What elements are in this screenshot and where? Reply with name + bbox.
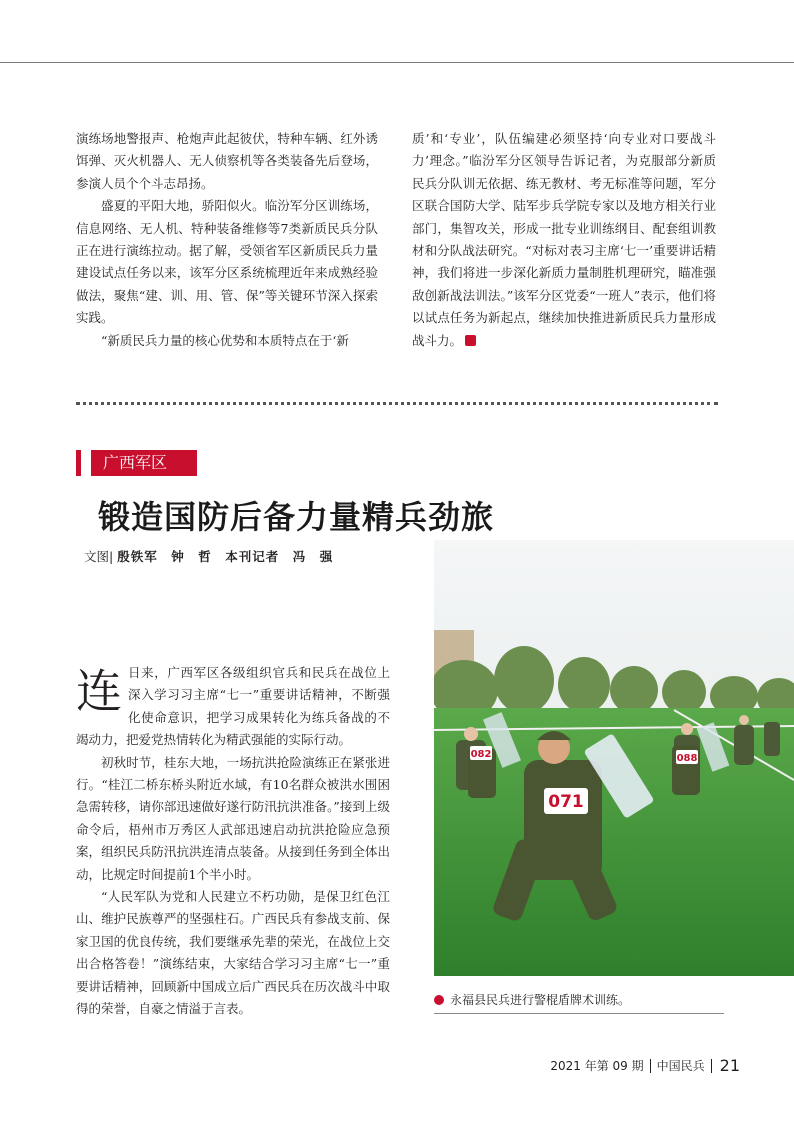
training-photo-illustration <box>434 540 794 976</box>
byline-names: 殷铁军 钟 哲 本刊记者 冯 强 <box>117 549 334 564</box>
paragraph: 演练场地警报声、枪炮声此起彼伏，特种车辆、红外诱饵弹、灭火机器人、无人侦察机等各类装备先后登场，参演人员个个斗志昂扬。 <box>76 131 378 191</box>
page-number: 21 <box>719 1056 740 1075</box>
article-headline: 锻造国防后备力量精兵劲旅 <box>98 498 495 536</box>
byline: 文图| 殷铁军 钟 哲 本刊记者 冯 强 <box>84 549 334 564</box>
paragraph <box>412 128 716 352</box>
training-photo <box>434 540 794 976</box>
paragraph: “人民军队为党和人民建立不朽功勋，是保卫红色江山、维护民族尊严的坚强柱石。广西民兵有参战支前、保家卫国的优良传统，我们要继承先辈的荣光，在战位上交出合格答卷！”演练结束，大家结合学习习主席“七一”重要讲话精神，回顾新中国成立后广西民兵在历次战斗中取得的荣誉，自豪之情溢于言表。 <box>76 889 390 1017</box>
lead-paragraph <box>76 662 390 752</box>
end-mark-icon <box>465 335 476 346</box>
footer-separator <box>650 1059 651 1073</box>
dotted-divider <box>76 402 718 405</box>
photo-caption <box>434 991 630 1008</box>
top-left-column <box>76 128 378 352</box>
section-tag-bar <box>76 450 81 476</box>
paragraph: 盛夏的平阳大地，骄阳似火。临汾军分区训练场，信息网络、无人机、特种装备维修等7类新质民兵分队正在进行演练拉动。据了解，受领省军区新质民兵力量建设试点任务以来，该军分区系统梳理近年来成熟经验做法，聚焦“建、训、用、管、保”等关键环节深入探索实践。 <box>76 198 378 326</box>
bib-number: 071 <box>548 792 584 812</box>
bib-number: 088 <box>676 753 698 764</box>
footer-issue: 2021 年第 09 期 <box>550 1059 644 1073</box>
article-body <box>76 662 390 1021</box>
caption-text: 永福县民兵进行警棍盾牌术训练。 <box>450 993 631 1007</box>
byline-label: 文图 <box>84 549 110 564</box>
section-tag <box>76 450 197 476</box>
footer-separator <box>711 1059 712 1073</box>
bib-number: 082 <box>470 749 492 760</box>
lead-text: 日来，广西军区各级组织官兵和民兵在战位上深入学习习主席“七一”重要讲话精神，不断强化使命意识，把学习成果转化为练兵备战的不竭动力，把爱党热情转化为精武强能的实际行动。 <box>76 665 390 748</box>
page-footer <box>550 1056 740 1075</box>
top-right-column <box>412 128 716 352</box>
footer-magazine: 中国民兵 <box>656 1059 705 1073</box>
paragraph: “新质民兵力量的核心优势和本质特点在于‘新 <box>101 332 349 348</box>
top-rule <box>0 62 794 63</box>
caption-rule <box>434 1013 724 1014</box>
section-tag-label: 广西军区 <box>91 450 197 476</box>
paragraph: 初秋时节，桂东大地，一场抗洪抢险演练正在紧张进行。“桂江二桥东桥头附近水域，有10名群众被洪水围困急需转移，请你部迅速做好遂行防汛抗洪准备。”接到上级命令后，梧州市万秀区人武部迅速启动抗洪抢险应急预案，组织民兵防汛抗洪连清点装备。从接到任务到全体出动，比规定时间提前1个半小时。 <box>76 754 390 882</box>
drop-cap: 连 <box>76 664 122 718</box>
paragraph-text: 质’和‘专业’，队伍编建必须坚持‘向专业对口要战斗力’理念。”临汾军分区领导告诉记者，为克服部分新质民兵分队训无依据、练无教材、考无标准等问题，军分区联合国防大学、陆军步兵学院专家以及地方相关行业部门，集智攻关，形成一批专业训练纲目、配套组训教材和分队战法研究。“对标对表习主席‘七一’重要讲话精神，我们将进一步深化新质力量制胜机理研究，瞄准强敌创新战法训法。”该军分区党委“一班人”表示，他们将以试点任务为新起点，继续加快推进新质民兵力量形成战斗力。 <box>412 131 716 348</box>
caption-bullet-icon <box>434 995 444 1005</box>
